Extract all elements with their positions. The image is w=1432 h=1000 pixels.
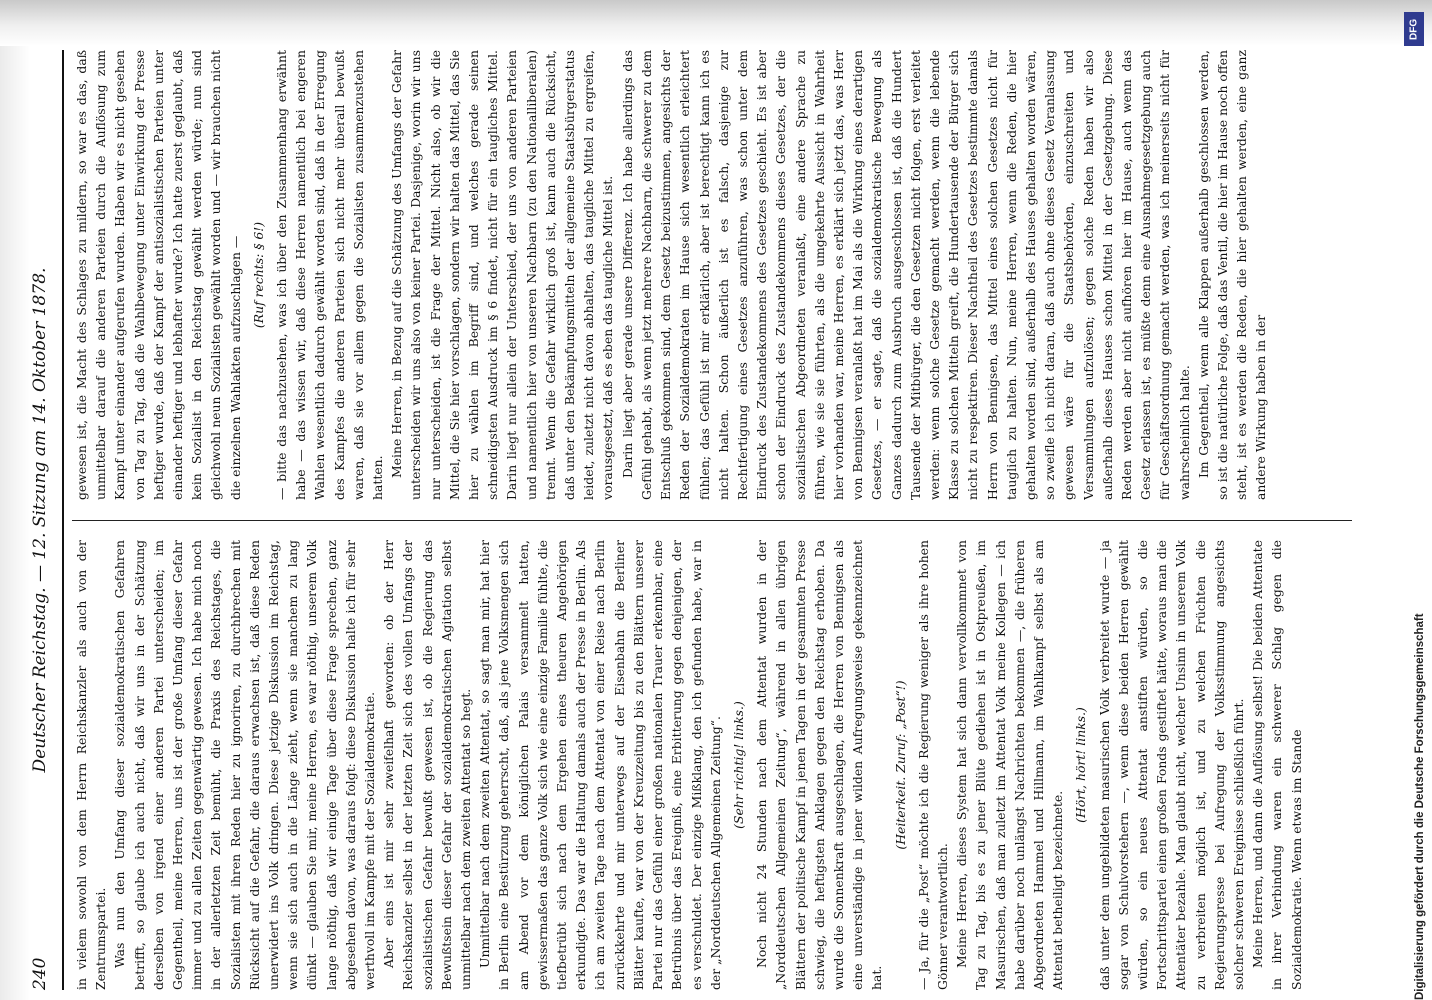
paragraph: — bitte das nachzusehen, was ich über den Zusammenhang erwähnt habe — das wissen wir, daß diese Herren namentlich bei engeren Wahlen wesentlich dadurch gewählt worden sind, daß in der Erregung des Kampfes die anderen Parteien sich nicht mehr überall bewußt waren, daß sie vor allem gegen die Sozialisten zusammenzustehen hatten. <box>274 50 386 500</box>
interjection: (Hört, hört! links.) <box>1073 707 1089 823</box>
digitization-notice: Digitalisierung gefördert durch die Deutsche Forschungsgemeinschaft <box>1414 613 1426 1000</box>
dfg-logo: DFG <box>1404 12 1424 46</box>
right-column <box>72 50 1372 500</box>
interjection: (Heiterkeit. Zuruf: „Post“!) <box>892 680 908 850</box>
page-header <box>28 50 56 990</box>
paragraph: Im Gegentheil, wenn alle Klappen außerhalb geschlossen werden, so ist die natürliche Folge, daß das Ventil, die hier im Hause noch offen steht, ist es werden die Reden, die hier gehalten werden, eine ganz andere Wirkung haben in der <box>1195 50 1269 500</box>
paragraph: Meine Herren, und dann die Auflösung selbst! Die beiden Attentate in ihrer Verbindung waren ein schwerer Schlag gegen die Sozialdemokratie. Wenn etwas im Stande <box>1250 540 1304 990</box>
paragraph: daß unter dem ungebildeten masurischen Volk verbreitet wurde — ja sogar von Schulvorstehern —, wenn diese beiden Herren gewählt würden, so ein neues Attentat anstiften würden, so die Fortschrittspartei einen großen Fonds gestiftet hätte, woraus man die Attentäter bezahle. Man glaubt nicht, welcher Unsinn in unserem Volk zu verbreiten möglich ist, und zu welchen Früchten die Regierungspresse bei Aufregung der Volksstimmung angesichts solcher schweren Ereignisse schließlich führt. <box>1096 540 1246 990</box>
column-rule <box>72 520 1352 521</box>
running-title: Deutscher Reichstag. — 12. Sitzung am 14. Oktober 1878. <box>30 267 50 773</box>
paragraph: Unmittelbar nach dem zweiten Attentat, so sagt man mir, hat hier in Berlin eine Bestürzung geherrscht, daß, als jene Volksmengen sich am Abend vor dem königlichen Palais versammelt hatten, gewissermaßen das ganze Volk sich wie eine einzige Familie fühlte, die tiefbetrübt sich nach dem Ergehen eines theuren Angehörigen erkundigte. Das war die Haltung damals auch der Presse in Berlin. Als ich am zweiten Tage nach dem Attentat von einer Reise nach Berlin zurückkehrte und mir unterwegs auf der Eisenbahn die Berliner Blätter kaufte, war von der Kreuzzeitung bis zu den Blättern unserer Partei nur das Gefühl einer großen nationalen Trauer erkennbar, eine Betrübnis über das Ereigniß, eine Erbitterung gegen denjenigen, der es verschuldet. Der einzige Mißklang, den ich gefunden habe, war in der „Norddeutschen Allgemeinen Zeitung“. <box>477 540 723 990</box>
interjection: (Ruf rechts: § 6!) <box>250 221 266 329</box>
interjection: (Sehr richtig! links.) <box>730 701 746 829</box>
paragraph: in vielem sowohl von dem Herrn Reichskanzler als auch von der Zentrumspartei. <box>74 540 109 990</box>
paragraph: Aber eins ist mir sehr zweifelhaft geworden: ob der Herr Reichskanzler selbst in der letzten Zeit sich des vollen Umfangs der sozialistischen Gefahr bewußt gewesen ist, ob die Regierung das Bewußtsein dieser Gefahr der sozialdemokratischen Agitation selbst unmittelbar nach dem zweiten Attentat so hegt. <box>381 540 474 990</box>
page-number: 240 <box>30 957 50 990</box>
paragraph: Darin liegt aber gerade unsere Differenz. Ich habe allerdings das Gefühl gehabt, als wenn jetzt mehrere Nachbarn, die schwerer zu dem Entschluß gekommen sind, dem Gesetz beizustimmen, angesichts der Reden der Sozialdemokraten im Hause sich wesentlich erleichtert fühlen; das Gefühl ist mir erklärlich, aber ist berechtigt kann ich es nicht halten. Schon äußerlich ist es falsch, dasjenige zur Rechtfertigung eines Gesetzes anzuführen, was schon unter dem Eindruck des Zustandekommens des Gesetzes geschieht. Es ist aber schon der Eindruck des Zustandekommens dieses Gesetzes, der die sozialistischen Abgeordneten veranlaßt, eine andere Sprache zu führen, wie sie sie führten, als die umgekehrte Aussicht in Wahrheit hier vorhanden war, meine Herren, es erklärt sich jetzt das, was Herr von Bennigsen veranlaßt hat im Mai als die Wirkung eines derartigen Gesetzes, — er sagte, daß die sozialdemokratische Bewegung als Ganzes dadurch zum Ausbruch ausgeschlossen ist, daß die Hundert Tausende der Mitbürger, die den Gesetzen nicht folgen, erst verleitet werden: wenn solche Gesetze gemacht werden, wenn die lebende Klasse zu solchen Mitteln greift, die Hundertausende der Bürger sich nicht zu respektiren. Dieser Nachtheil des Gesetzes bestimmte damals Herrn von Bennigsen, das Mittel eines solchen Gesetzes nicht für tauglich zu halten. Nun, meine Herren, wenn die Reden, die hier gehalten worden sind, außerhalb des Hauses gehalten worden wären, so zweifle ich nicht daran, daß auch ohne dieses Gesetz Veranlassung gewesen wäre für die Staatsbehörden, einzuschreiten und Versammlungen aufzulösen; gegen solche Reden haben wir also außerhalb dieses Hauses schon Mittel in der Gesetzgebung. Diese Reden werden aber nicht aufhören hier im Hause, auch wenn das Gesetz erlassen ist, es müßte denn eine Ausnahmegesetzgebung auch für Geschäftsordnung gemacht werden, was ich meinerseits nicht für wahrscheinlich halte. <box>619 50 1192 500</box>
paragraph: Noch nicht 24 Stunden nach dem Attentat wurden in der „Norddeutschen Allgemeinen Zeitung“, während in allen übrigen Blättern der politische Kampf in jenen Tagen in der gesammten Presse schwieg, die heftigsten Anklagen gegen den Reichstag erhoben. Da wurde die Sonnenkraft ausgeschlagen, die Herren von Bennigsen als eine unverständige in jener wilden Aufregungsweise gekennzeichnet hat. <box>754 540 885 990</box>
left-column <box>72 540 1372 990</box>
paragraph: Was nun den Umfang dieser sozialdemokratischen Gefahren betrifft, so glaube ich auch nicht, daß wir uns in der Schätzung derselben von irgend einer anderen Partei unterscheiden; im Gegentheil, meine Herren, uns ist der große Umfang dieser Gefahr immer und zu allen Zeiten gegenwärtig gewesen. Ich habe mich noch in der allerletzten Zeit bemüht, die Praxis des Reichstages, die Sozialisten mit ihren Reden hier zu ignoriren, zu durchbrechen mit Rücksicht auf die Gefahr, die daraus erwachsen ist, daß diese Reden unerwidert ins Volk dringen. Diese jetzige Diskussion im Reichstag, wenn sie sich auch in die Länge zieht, wenn sie manchem zu lang dünkt — glauben Sie mir, meine Herren, es war nöthig, unserem Volk lange nöthig, daß wir einige Tage über diese Frage sprechen, ganz abgesehen davon, was daraus folgt: diese Diskussion halte ich für sehr werthvoll im Kampfe mit der Sozialdemokratie. <box>112 540 378 990</box>
dfg-sidebar <box>1398 10 1428 1000</box>
paragraph: Meine Herren, in Bezug auf die Schätzung des Umfangs der Gefahr unterscheiden wir uns also von keiner Partei. Dasjenige, worin wir uns nur unterscheiden, ist die Frage der Mittel. Nicht also, ob wir die Mittel, die Sie hier vorschlagen, sondern wir halten das Mittel, das Sie hier zu wählen im Begriff sind, und welches gerade seinen schneidigsten Ausdruck im § 6 findet, nicht für ein taugliches Mittel. Darin liegt nur allein der Unterschied, der uns von anderen Parteien und namentlich hier von unseren Nachbarn (zu den Nationalliberalen) trennt. Wenn die Gefahr wirklich groß ist, kann auch die Rücksicht, daß unter den Bekämpfungsmitteln der allgemeine Staatsbürgerstatus leidet, zuletzt nicht davon abhalten, das taugliche Mittel zu ergreifen, vorausgesetzt, daß es eben das taugliche Mittel ist. <box>389 50 616 500</box>
paragraph: Meine Herren, dieses System hat sich dann vervollkommnet von Tag zu Tag, bis es zu jener Blüte gediehen ist in Ostpreußen, im Masurischen, daß man zuletzt im Attentat Volk meine Kollegen — ich habe darüber noch unlängst Nachrichten bekommen —, die früheren Abgeordneten Hammel und Hillmann, im Wahlkampf selbst als am Attentat betheiligt bezeichnete. <box>954 540 1066 990</box>
paragraph: gewesen ist, die Macht des Schlages zu mildern, so war es das, daß unmittelbar darauf die anderen Parteien durch die Auflösung zum Kampf unter einander aufgerufen wurden. Haben wir es nicht gesehen von Tag zu Tag, daß die Wahlbewegung unter Einwirkung der Presse heftiger wurde, daß der Kampf der antisozialistischen Parteien unter einander heftiger und lebhafter wurde? Ich hatte zuerst geglaubt, daß kein Sozialist in den Reichstag gewählt werden würde; nun sind gleichwohl neun Sozialisten gewählt worden und — wir brauchen nicht die einzelnen Wahlakten aufzuschlagen — <box>74 50 243 500</box>
scan-edge <box>0 46 30 1000</box>
header-rule <box>62 50 64 990</box>
document-page <box>28 50 1388 990</box>
scan-shadow <box>0 0 1432 46</box>
paragraph: — Ja, für die „Post“ möchte ich die Regierung weniger als ihre hohen Gönner verantwortlich. <box>915 540 950 990</box>
